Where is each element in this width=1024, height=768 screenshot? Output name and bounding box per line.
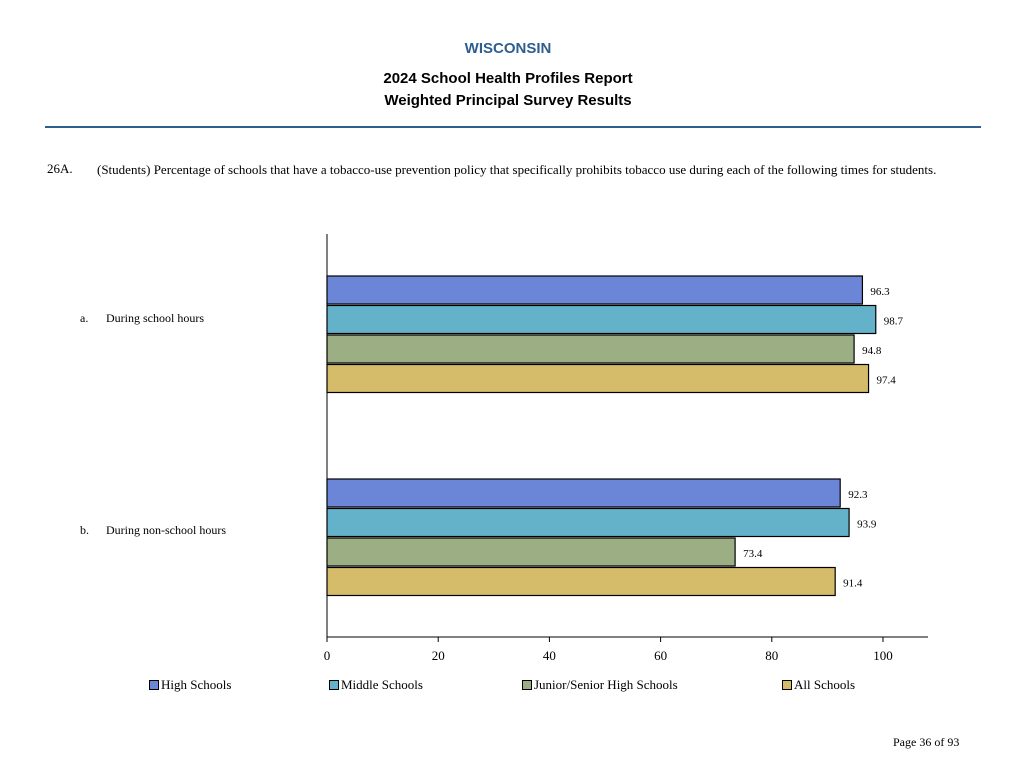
x-tick-label: 100 bbox=[873, 648, 893, 663]
legend-item-middle-schools bbox=[329, 677, 423, 693]
legend-item-all-schools bbox=[782, 677, 855, 693]
x-tick-label: 60 bbox=[654, 648, 668, 663]
bar bbox=[327, 509, 849, 537]
category-label: During school hours bbox=[106, 311, 204, 325]
x-tick-label: 40 bbox=[542, 648, 556, 663]
legend-item-high-schools bbox=[149, 677, 231, 693]
bar bbox=[327, 538, 735, 566]
legend-swatch bbox=[329, 680, 339, 690]
bar bbox=[327, 276, 862, 304]
data-label: 92.3 bbox=[848, 489, 868, 501]
legend-item-junior-senior-high-schools bbox=[522, 677, 678, 693]
legend-swatch bbox=[149, 680, 159, 690]
bar bbox=[327, 568, 835, 596]
legend-label: All Schools bbox=[794, 677, 856, 692]
bar bbox=[327, 335, 854, 363]
data-label: 97.4 bbox=[876, 374, 896, 387]
x-tick-label: 20 bbox=[431, 648, 445, 663]
report-subtitle: Weighted Principal Survey Results bbox=[384, 92, 632, 109]
x-tick-label: 0 bbox=[323, 648, 331, 663]
report-title: 2024 School Health Profiles Report bbox=[383, 70, 633, 87]
legend-label: High Schools bbox=[161, 677, 232, 692]
data-label: 91.4 bbox=[843, 577, 863, 590]
bar bbox=[327, 306, 876, 334]
data-label: 98.7 bbox=[883, 315, 904, 328]
data-label: 96.3 bbox=[870, 286, 890, 298]
category-letter: a. bbox=[80, 311, 89, 325]
legend-label: Junior/Senior High Schools bbox=[534, 677, 678, 692]
legend-label: Middle Schools bbox=[341, 677, 423, 692]
bar bbox=[327, 479, 840, 507]
question-text: (Students) Percentage of schools that have a tobacco-use prevention policy that specifically prohibits tobacco use during each of the following times for students. bbox=[97, 162, 937, 177]
state-name: WISCONSIN bbox=[464, 40, 552, 57]
x-tick-label: 80 bbox=[765, 648, 779, 663]
legend-swatch bbox=[522, 680, 532, 690]
data-label: 93.9 bbox=[857, 518, 877, 531]
category-letter: b. bbox=[80, 523, 89, 537]
legend-swatch bbox=[782, 680, 792, 690]
category-label: During non-school hours bbox=[106, 523, 226, 537]
bar bbox=[327, 365, 869, 393]
data-label: 94.8 bbox=[862, 345, 882, 357]
question-number: 26A. bbox=[47, 161, 73, 176]
data-label: 73.4 bbox=[743, 548, 763, 560]
page-number: Page 36 of 93 bbox=[893, 735, 960, 749]
